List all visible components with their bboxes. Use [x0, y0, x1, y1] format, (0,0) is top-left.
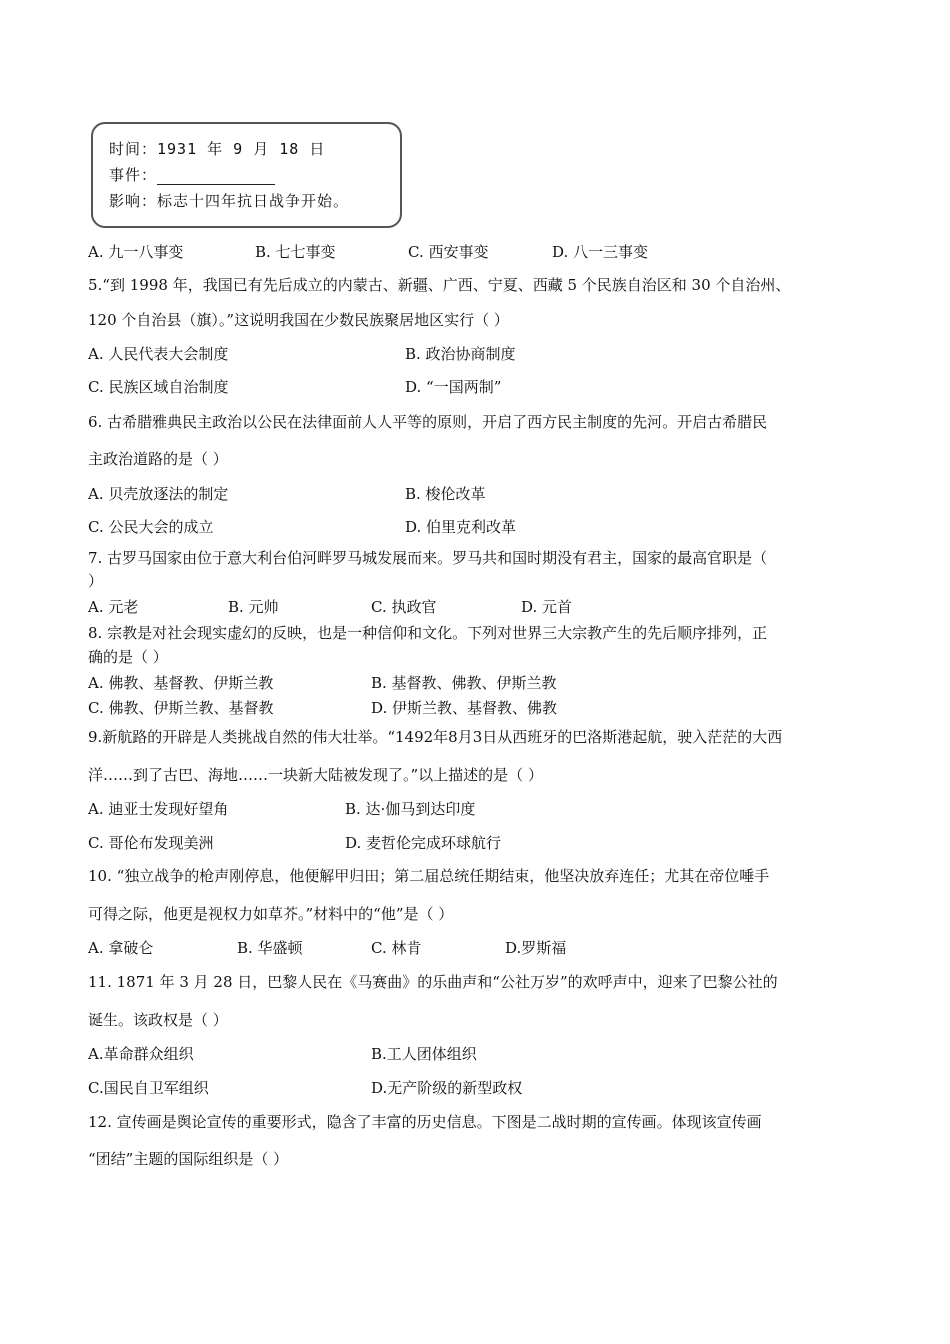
q7-option-c: C. 执政官: [371, 598, 437, 616]
q4-option-b: B. 七七事变: [255, 243, 336, 261]
q7-option-d: D. 元首: [521, 598, 573, 616]
q9-option-c: C. 哥伦布发现美洲: [88, 834, 214, 852]
q11-stem-line1: 11. 1871 年 3 月 28 日，巴黎人民在《马赛曲》的乐曲声和“公社万岁”的欢呼声中，迎来了巴黎公社的: [88, 973, 778, 991]
info-card: [91, 122, 402, 228]
info-event-label: 事件：: [109, 166, 158, 184]
q11-option-a: A.革命群众组织: [88, 1045, 194, 1063]
q8-option-b: B. 基督教、佛教、伊斯兰教: [371, 674, 557, 692]
q12-stem-line2: “团结”主题的国际组织是（ ）: [88, 1150, 289, 1168]
q6-stem-line2: 主政治道路的是（ ）: [88, 450, 228, 468]
q5-stem-line2: 120 个自治县（旗）。”这说明我国在少数民族聚居地区实行（ ）: [88, 311, 509, 329]
q12-stem-line1: 12. 宣传画是舆论宣传的重要形式，隐含了丰富的历史信息。下图是二战时期的宣传画。体现该宣传画: [88, 1113, 762, 1131]
q8-stem-line1: 8. 宗教是对社会现实虚幻的反映，也是一种信仰和文化。下列对世界三大宗教产生的先后顺序排列，正: [88, 624, 768, 642]
q9-option-a: A. 迪亚士发现好望角: [88, 800, 229, 818]
q6-option-d: D. 伯里克利改革: [405, 518, 517, 536]
q8-option-a: A. 佛教、基督教、伊斯兰教: [88, 674, 274, 692]
q8-option-c: C. 佛教、伊斯兰教、基督教: [88, 699, 274, 717]
q5-option-b: B. 政治协商制度: [405, 345, 516, 363]
q9-option-d: D. 麦哲伦完成环球航行: [345, 834, 502, 852]
q9-option-b: B. 达·伽马到达印度: [345, 800, 476, 818]
q7-stem-line2: ）: [88, 572, 104, 590]
info-impact: 影响：标志十四年抗日战争开始。: [109, 192, 350, 210]
q11-option-c: C.国民自卫军组织: [88, 1079, 209, 1097]
q9-stem-line2: 洋……到了古巴、海地……一块新大陆被发现了。”以上描述的是（ ）: [88, 766, 543, 784]
q10-option-c: C. 林肯: [371, 939, 422, 957]
q5-stem-line1: 5.“到 1998 年，我国已有先后成立的内蒙古、新疆、广西、宁夏、西藏 5 个民族自治区和 30 个自治州、: [88, 276, 791, 294]
q5-option-a: A. 人民代表大会制度: [88, 345, 229, 363]
q11-option-b: B.工人团体组织: [371, 1045, 477, 1063]
q7-stem-line1: 7. 古罗马国家由位于意大利台伯河畔罗马城发展而来。罗马共和国时期没有君主，国家的最高官职是（: [88, 549, 768, 567]
q10-option-a: A. 拿破仑: [88, 939, 154, 957]
q8-stem-line2: 确的是（ ）: [88, 648, 168, 666]
q8-option-d: D. 伊斯兰教、基督教、佛教: [371, 699, 558, 717]
q6-option-c: C. 公民大会的成立: [88, 518, 214, 536]
q5-option-d: D. “一国两制”: [405, 378, 502, 396]
q5-option-c: C. 民族区域自治制度: [88, 378, 229, 396]
q7-option-b: B. 元帅: [228, 598, 279, 616]
q7-option-a: A. 元老: [88, 598, 139, 616]
q10-option-b: B. 华盛顿: [237, 939, 303, 957]
q10-option-d: D.罗斯福: [505, 939, 567, 957]
answer-blank: [157, 170, 275, 185]
q4-option-c: C. 西安事变: [408, 243, 489, 261]
q6-option-b: B. 梭伦改革: [405, 485, 486, 503]
q11-option-d: D.无产阶级的新型政权: [371, 1079, 523, 1097]
q11-stem-line2: 诞生。该政权是（ ）: [88, 1011, 228, 1029]
q9-stem-line1: 9.新航路的开辟是人类挑战自然的伟大壮举。“1492年8月3日从西班牙的巴洛斯港起航，驶入茫茫的大西: [88, 728, 783, 746]
q4-option-d: D. 八一三事变: [552, 243, 649, 261]
q6-stem-line1: 6. 古希腊雅典民主政治以公民在法律面前人人平等的原则，开启了西方民主制度的先河。开启古希腊民: [88, 413, 768, 431]
info-time: 时间：1931 年 9 月 18 日: [109, 140, 326, 158]
q4-option-a: A. 九一八事变: [88, 243, 184, 261]
q10-stem-line1: 10. “独立战争的枪声刚停息，他便解甲归田；第二届总统任期结束，他坚决放弃连任；尤其在帝位唾手: [88, 867, 770, 885]
q6-option-a: A. 贝壳放逐法的制定: [88, 485, 229, 503]
info-event: [109, 164, 275, 185]
q10-stem-line2: 可得之际，他更是视权力如草芥。”材料中的“他”是（ ）: [88, 905, 454, 923]
